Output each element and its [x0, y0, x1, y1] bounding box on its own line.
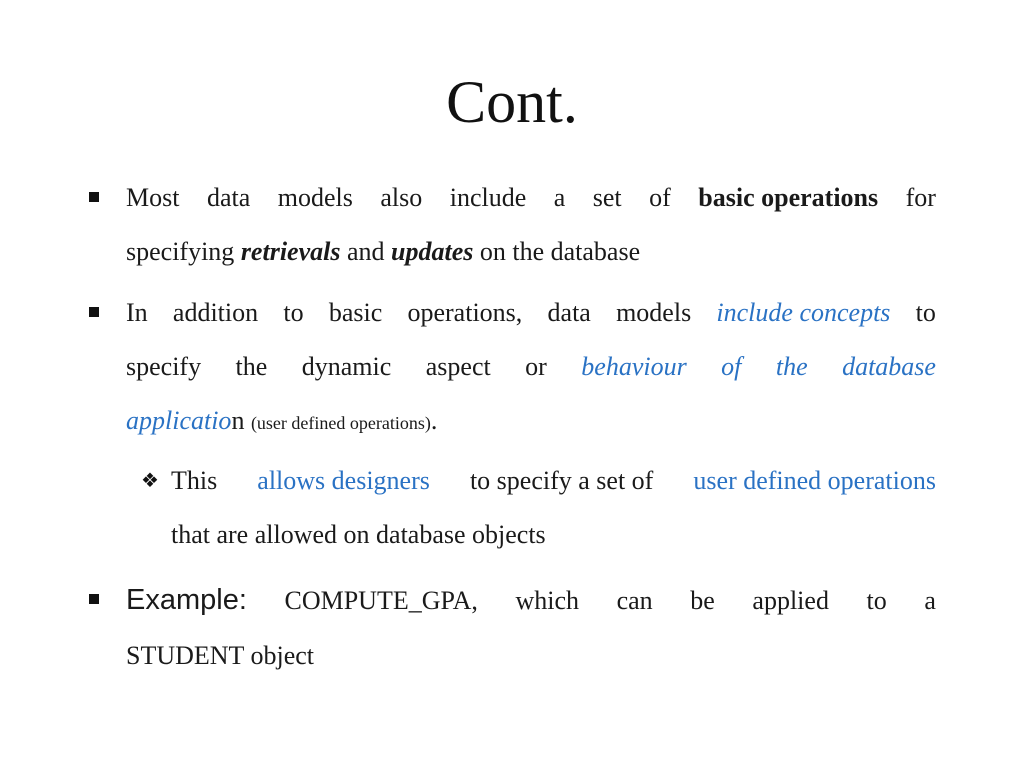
word: be [690, 586, 715, 615]
slide-title: Cont. [446, 69, 578, 135]
word: data [547, 298, 591, 327]
word: which [515, 586, 579, 615]
word: aspect [425, 352, 491, 381]
text: specifying [126, 237, 235, 266]
word: to [866, 586, 887, 615]
highlight-word: database [842, 352, 936, 381]
square-bullet-icon [89, 307, 101, 319]
highlight-application: applicatio [126, 406, 232, 435]
text: to specify a set of [469, 466, 654, 495]
word: data [206, 183, 251, 212]
word: applied [752, 586, 829, 615]
word: of [649, 183, 671, 212]
bullet-3-line-2: STUDENT object [126, 641, 314, 670]
word: COMPUTE_GPA, [284, 586, 478, 615]
diamond-bullet-icon: ❖ [141, 470, 159, 492]
parenthetical-note: (user defined operations) [250, 413, 431, 433]
sub-bullet-line-2: that are allowed on database objects [171, 520, 546, 549]
highlight-allows-designers: allows designers [257, 466, 430, 495]
word: This [171, 466, 218, 495]
sub-bullet-line-1 [171, 465, 936, 497]
bullet-1-line-2 [126, 236, 640, 268]
text: and [346, 237, 385, 266]
word: models [277, 183, 353, 212]
text: on the database [479, 237, 641, 266]
word: specify [126, 352, 202, 381]
word: include [449, 183, 527, 212]
highlight-user-defined-operations: user defined operations [693, 466, 936, 495]
word: operations, [407, 298, 523, 327]
word: to [283, 298, 304, 327]
word: In [126, 298, 148, 327]
word: a [553, 183, 566, 212]
word: or [525, 352, 547, 381]
bullet-2-line-3 [126, 405, 437, 439]
highlight-include-concepts: include concepts [716, 298, 891, 327]
word: basic [328, 298, 383, 327]
bullet-3-line-1 [126, 584, 936, 617]
word: also [380, 183, 423, 212]
bullet-2-line-1 [126, 297, 936, 329]
emphasis-basic-operations: basic operations [698, 183, 879, 212]
word: models [616, 298, 692, 327]
word: addition [172, 298, 259, 327]
word: a [924, 586, 936, 615]
word: dynamic [301, 352, 392, 381]
word: to [915, 298, 936, 327]
example-label: Example: [126, 584, 247, 616]
word: for [905, 183, 936, 212]
highlight-word: behaviour [581, 352, 687, 381]
word: Most [126, 183, 180, 212]
text: . [430, 406, 438, 435]
highlight-word: of [721, 352, 742, 381]
emphasis-updates: updates [391, 237, 474, 266]
square-bullet-icon [89, 192, 101, 204]
bullet-1-line-1 [126, 182, 936, 214]
square-bullet-icon [89, 594, 101, 606]
highlight-word: the [775, 352, 808, 381]
word: can [616, 586, 653, 615]
word: the [235, 352, 268, 381]
word: set [592, 183, 622, 212]
bullet-2-line-2 [126, 351, 936, 383]
text: n [231, 406, 245, 435]
emphasis-retrievals: retrievals [240, 237, 341, 266]
